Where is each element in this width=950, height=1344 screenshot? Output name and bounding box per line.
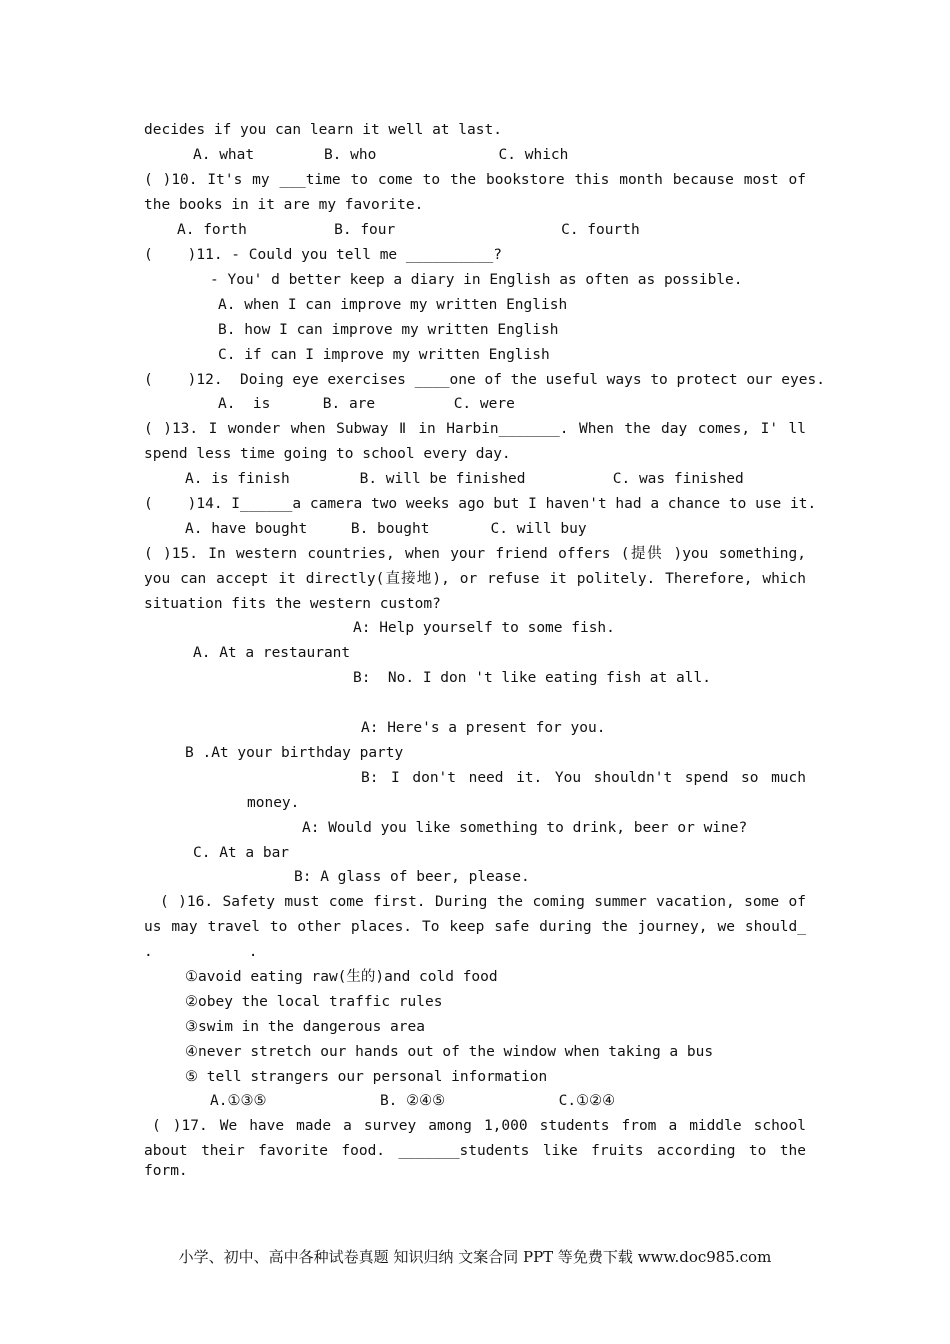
q10-options: A. forth B. four C. fourth <box>177 222 640 238</box>
q16-item-3: ③swim in the dangerous area <box>185 1019 425 1035</box>
question-11: ( )11. - Could you tell me __________? <box>144 247 502 263</box>
question-16: ( )16. Safety must come first. During the coming summer vacation, some of <box>160 894 806 910</box>
question-14: ( )14. I______a camera two weeks ago but I haven't had a chance to use it. <box>144 496 817 512</box>
q15-option-b: B .At your birthday party <box>185 745 404 761</box>
q16-item-1: ①avoid eating raw(生的)and cold food <box>185 969 498 985</box>
dialog-c-line-2: B: A glass of beer, please. <box>294 869 530 885</box>
text-line: spend less time going to school every day. <box>144 446 511 462</box>
q14-options: A. have bought B. bought C. will buy <box>185 521 587 537</box>
question-13: ( )13. I wonder when Subway Ⅱ in Harbin_______. When the day comes, I' ll <box>144 421 806 437</box>
q16-options: A.①③⑤ B. ②④⑤ C.①②④ <box>210 1093 616 1109</box>
footer-text: 小学、初中、高中各种试卷真题 知识归纳 文案合同 PPT 等免费下载 www.doc985.com <box>178 1248 772 1266</box>
q16-item-5: ⑤ tell strangers our personal information <box>185 1069 548 1085</box>
q13-options: A. is finish B. will be finished C. was finished <box>185 471 744 487</box>
text-line: situation fits the western custom? <box>144 596 441 612</box>
question-12: ( )12. Doing eye exercises ____one of the useful ways to protect our eyes. <box>144 372 825 388</box>
blank-line: . . <box>144 944 258 960</box>
dialog-c-line-1: A: Would you like something to drink, beer or wine? <box>302 820 748 836</box>
q9-options: A. what B. who C. which <box>193 147 569 163</box>
q15-option-a: A. At a restaurant <box>193 645 351 661</box>
q11-option-b: B. how I can improve my written English <box>218 322 559 338</box>
text-line: decides if you can learn it well at last. <box>144 122 502 138</box>
dialog-a-line-2: B: No. I don 't like eating fish at all. <box>353 670 711 686</box>
q11-option-a: A. when I can improve my written English <box>218 297 568 313</box>
text-line: the books in it are my favorite. <box>144 197 424 213</box>
text-line: about their favorite food. _______students like fruits according to the form. <box>144 1143 806 1179</box>
q16-item-2: ②obey the local traffic rules <box>185 994 443 1010</box>
question-17: ( )17. We have made a survey among 1,000 students from a middle school <box>152 1118 806 1134</box>
question-15: ( )15. In western countries, when your friend offers (提供 )you something, <box>144 546 806 562</box>
text-line: you can accept it directly(直接地), or refuse it politely. Therefore, which <box>144 571 806 587</box>
q15-option-c: C. At a bar <box>193 845 290 861</box>
dialog-a-line-1: A: Help yourself to some fish. <box>353 620 615 636</box>
q16-item-4: ④never stretch our hands out of the window when taking a bus <box>185 1044 714 1060</box>
dialog-b-line-2-cont: money. <box>247 795 300 811</box>
question-10: ( )10. It's my ___time to come to the bookstore this month because most of <box>144 172 806 188</box>
q11-response: - You' d better keep a diary in English as often as possible. <box>210 272 743 288</box>
dialog-b-line-1: A: Here's a present for you. <box>361 720 606 736</box>
q11-option-c: C. if can I improve my written English <box>218 347 550 363</box>
q12-options: A. is B. are C. were <box>218 396 515 412</box>
text-line: us may travel to other places. To keep safe during the journey, we should_ <box>144 919 806 935</box>
dialog-b-line-2: B: I don't need it. You shouldn't spend so much <box>361 770 806 786</box>
